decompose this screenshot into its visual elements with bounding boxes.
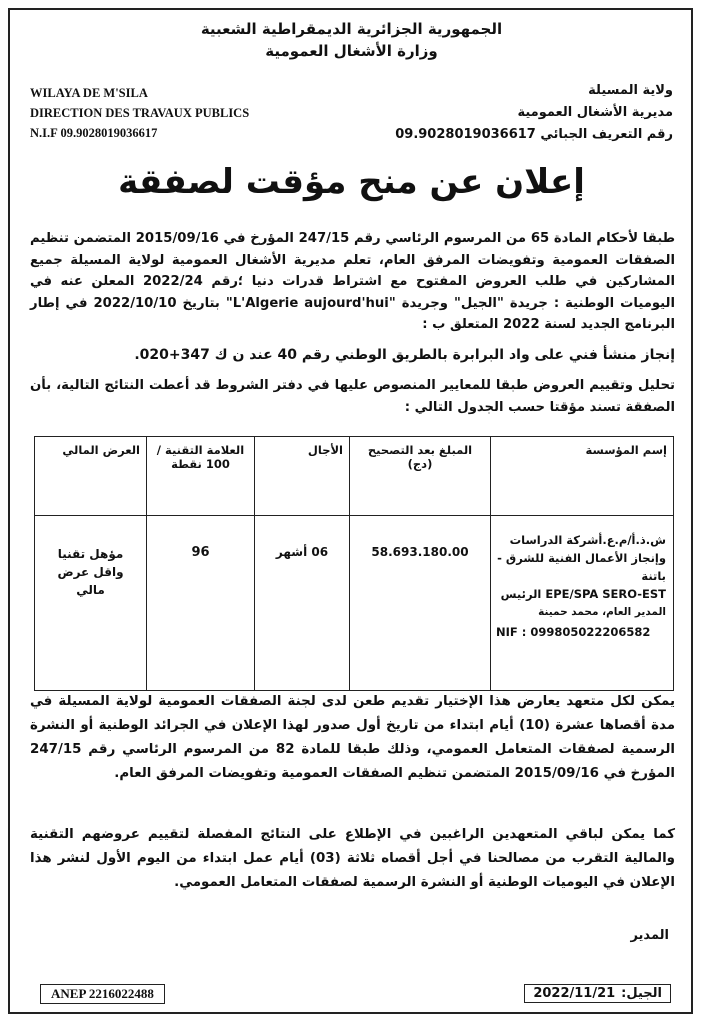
- cell-amount: [350, 516, 491, 691]
- cell-score: [147, 516, 255, 691]
- duration-value: 06 أشهر: [275, 545, 329, 559]
- cell-company: [491, 516, 674, 691]
- wilaya-ar: ولاية المسيلة: [588, 83, 673, 98]
- offer-value: مؤهل تقنيا واقل عرض مالي: [57, 547, 124, 597]
- nif-ar: رقم التعريف الجبائي 09.9028019036617: [395, 127, 673, 142]
- official-header: [0, 18, 703, 62]
- company-line3: EPE/SPA SERO-EST الرئيس: [500, 587, 666, 601]
- header-score: العلامة التقنية / 100 نقطة: [147, 437, 255, 516]
- french-header: [30, 83, 249, 143]
- evaluation-paragraph: تحليل وتقييم العروض طبقا للمعايير المنصوص عليها في دفتر الشروط قد أعطت النتائج التالية، بأن الصفقة تسند مؤقتا حسب الجدول التالي :: [30, 378, 675, 415]
- nif-fr: N.I.F 09.9028019036617: [30, 126, 158, 140]
- invitation-paragraph: كما يمكن لباقي المتعهدين الراغبين في الإطلاع على النتائج المفصلة لتقييم عروضهم التقنية والمالية التقرب من مصالحنا في أجل أقصاه ثلاثة (03) أيام عمل ابتداء من اليوم الأول لنشر هذا الإعلان في اليوميات الوطنية أو النشرة الرسمية لصفقات المتعامل العمومي.: [30, 827, 675, 890]
- direction-fr: DIRECTION DES TRAVAUX PUBLICS: [30, 106, 250, 120]
- arabic-header: [343, 80, 673, 146]
- publication-date: 2022/11/21: [533, 986, 616, 1001]
- publication-info: [524, 984, 671, 1003]
- announcement-title: إعلان عن منح مؤقت لصفقة: [118, 162, 585, 202]
- results-table: [34, 436, 674, 691]
- score-value: 96: [191, 545, 210, 560]
- director-signature: المدير: [630, 928, 669, 943]
- company-nif: NIF : 099805022206582: [496, 625, 651, 639]
- company-line4: المدير العام، محمد حمينة: [538, 606, 666, 618]
- amount-value: 58.693.180.00: [371, 545, 469, 559]
- header-company: إسم المؤسسة: [491, 437, 674, 516]
- direction-ar: مديرية الأشغال العمومية: [517, 105, 673, 120]
- appeal-paragraph: يمكن لكل متعهد يعارض هذا الإختيار تقديم طعن لدى لجنة الصفقات العمومية لولاية المسيلة في مدة أقصاها عشرة (10) أيام ابتداء من تاريخ أول صدور لهذا الإعلان في الجرائد الوطنية أو النشرة الرسمية لصفقات المتعامل العمومي، وذلك طبقا للمادة 82 من المرسوم الرئاسي رقم 247/15 المؤرخ في 2015/09/16 المتضمن تنظيم الصفقات العمومية وتفويضات المرفق العام.: [30, 694, 675, 781]
- wilaya-fr: WILAYA DE M'SILA: [30, 86, 148, 100]
- cell-duration: [255, 516, 350, 691]
- company-line1: ش.ذ.أ/م.ع.أشركة الدراسات: [509, 533, 666, 547]
- project-paragraph: إنجاز منشأ فني على واد البرابرة بالطريق الوطني رقم 40 عند ن ك 347+020.: [134, 347, 675, 363]
- intro-paragraph: طبقا لأحكام المادة 65 من المرسوم الرئاسي رقم 247/15 المؤرخ في 2015/09/16 المتضمن تنظيم الصفقات العمومية وتفويضات المرفق العام، تعلم مديرية الأشغال العمومية لولاية المسيلة جميع المشاركين في طلب العروض المفتوح مع اشتراط قدرات دنيا ؛رقم 2022/24 المعلن عنه في اليوميات الوطنية : جريدة "الجيل" وجريدة "L'Algerie aujourd'hui" بتاريخ 2022/10/10 في إطار البرنامج الجديد لسنة 2022 المتعلق ب :: [30, 231, 675, 332]
- header-amount: المبلغ بعد التصحيح (دج): [350, 437, 491, 516]
- table-row: [35, 516, 674, 691]
- anep-reference: ANEP 2216022488: [40, 984, 165, 1004]
- republic-name: الجمهورية الجزائرية الديمقراطية الشعبية: [200, 20, 503, 38]
- table-header-row: [35, 437, 674, 516]
- company-line2: وإنجاز الأعمال الفنية للشرق - باتنة: [497, 551, 666, 583]
- ministry-name: وزارة الأشغال العمومية: [265, 42, 438, 60]
- cell-offer: [35, 516, 147, 691]
- newspaper-name: الجيل:: [621, 986, 662, 1001]
- header-duration: الأجال: [255, 437, 350, 516]
- header-offer: العرض المالي: [35, 437, 147, 516]
